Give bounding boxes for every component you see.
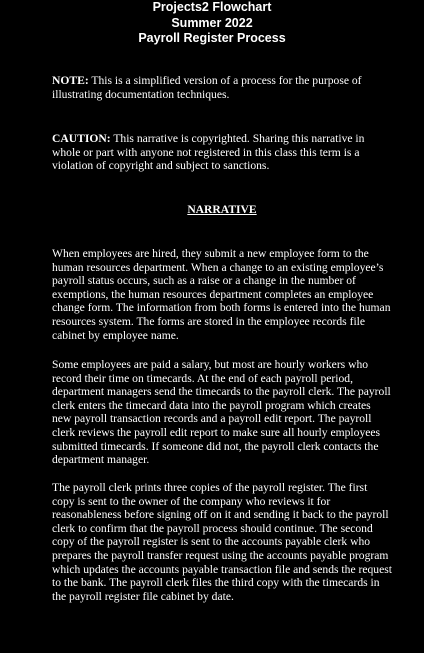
note-text: This is a simplified version of a process for the purpose of illustrating documentation techniques. — [52, 74, 362, 101]
note-label: NOTE: — [52, 74, 89, 87]
note-paragraph — [52, 74, 392, 101]
narrative-paragraph-2: Some employees are paid a salary, but most are hourly workers who record their time on timecards. At the end of each payroll period, department managers send the timecards to the payroll clerk. The payroll clerk enters the timecard data into the payroll program which creates new payroll transaction records and a payroll edit report. The payroll clerk reviews the payroll edit report to make sure all hourly employees submitted timecards. If someone did not, the payroll clerk contacts the department manager. — [52, 358, 391, 467]
document-header — [0, 0, 424, 47]
header-term: Summer 2022 — [171, 15, 253, 30]
caution-paragraph — [52, 132, 392, 173]
header-process-title: Payroll Register Process — [138, 31, 286, 45]
caution-label: CAUTION: — [52, 132, 111, 145]
narrative-paragraph-3: The payroll clerk prints three copies of the payroll register. The first copy is sent to the owner of the company who reviews it for reasonableness before signing off on it and sending it back to the payroll clerk to confirm that the payroll process should continue. The second copy of the payroll register is sent to the accounts payable clerk who prepares the payroll transfer request using the accounts payable program which updates the accounts payable transaction file and sends the request to the bank. The payroll clerk files the third copy with the timecards in the payroll register file cabinet by date. — [52, 481, 392, 603]
narrative-paragraph-1: When employees are hired, they submit a new employee form to the human resources department. When a change to an existing employee’s payroll status occurs, such as a raise or a change in the number of exemptions, the human resources department completes an employee change form. The information from both forms is entered into the human resources system. The forms are stored in the employee records file cabinet by employee name. — [52, 247, 391, 342]
caution-text: This narrative is copyrighted. Sharing this narrative in whole or part with anyone not registered in this class this term is a violation of copyright and subject to sanctions. — [52, 132, 365, 173]
section-heading: NARRATIVE — [187, 203, 257, 216]
header-course-title: Projects2 Flowchart — [152, 0, 272, 14]
